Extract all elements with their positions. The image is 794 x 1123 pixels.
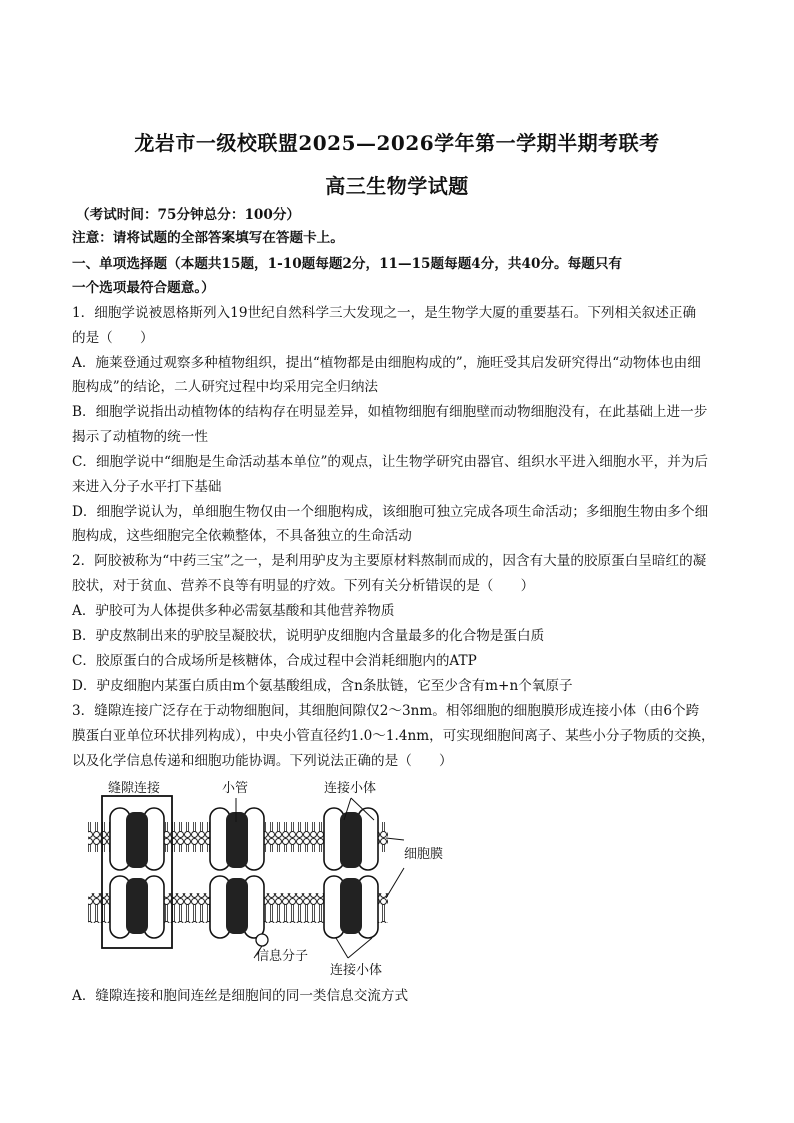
label-cell-membrane: 细胞膜 <box>404 847 444 862</box>
q3-option-a: A．缝隙连接和胞间连丝是细胞间的同一类信息交流方式 <box>72 988 409 1004</box>
q1-option-c-line2: 来进入分子水平打下基础 <box>72 479 222 495</box>
q1-option-d-line1: D．细胞学说认为，单细胞生物仅由一个细胞构成，该细胞可独立完成各项生命活动；多细胞生物由多个细 <box>72 504 709 520</box>
q2-stem-line1: 2．阿胶被称为“中药三宝”之一，是利用驴皮为主要原材料熬制而成的，因含有大量的胶原蛋白呈暗红的凝 <box>72 553 707 569</box>
q1-option-a-line1: A．施莱登通过观察多种植物组织，提出“植物都是由细胞构成的”，施旺受其启发研究得出“动物体也由细 <box>72 355 701 371</box>
notice: 注意：请将试题的全部答案填写在答题卡上。 <box>72 230 344 246</box>
exam-info: （考试时间：75分钟总分：100分） <box>76 207 301 223</box>
q1-option-c-line1: C．细胞学说中“细胞是生命活动基本单位”的观点，让生物学研究由器官、组织水平进入细胞水平，并为后 <box>72 454 709 470</box>
q3-stem-line3: 以及化学信息传递和细胞功能协调。下列说法正确的是（ ） <box>72 753 453 769</box>
q3-stem-line2: 膜蛋白亚单位环状排列构成），中央小管直径约1.0～1.4nm，可实现细胞间离子、某些小分子物质的交换， <box>72 728 715 744</box>
gap-junction-figure <box>86 778 456 978</box>
label-tube: 小管 <box>222 781 249 796</box>
q2-option-d: D．驴皮细胞内某蛋白质由m个氨基酸组成，含n条肽链，它至少含有m+n个氧原子 <box>72 678 573 694</box>
connexon-1 <box>110 808 164 938</box>
exam-subtitle: 高三生物学试题 <box>325 174 469 198</box>
q3-stem-line1: 3．缝隙连接广泛存在于动物细胞间，其细胞间隙仅2～3nm。相邻细胞的细胞膜形成连接小体（由6个跨 <box>72 703 700 719</box>
label-gap-junction: 缝隙连接 <box>108 781 161 796</box>
q1-option-b-line1: B．细胞学说指出动植物体的结构存在明显差异，如植物细胞有细胞壁而动物细胞没有，在此基础上进一步 <box>72 404 708 420</box>
section-heading-line1: 一、单项选择题（本题共15题，1-10题每题2分，11—15题每题4分，共40分。每题只有 <box>72 256 623 272</box>
connexon-3 <box>324 808 378 938</box>
q1-option-b-line2: 揭示了动植物的统一性 <box>72 429 208 445</box>
label-connexon-bottom: 连接小体 <box>330 963 383 978</box>
section-heading-line2: 一个选项最符合题意。） <box>72 280 215 296</box>
signal-molecule-dot <box>256 934 268 946</box>
label-connexon-top: 连接小体 <box>324 781 377 796</box>
q2-option-c: C．胶原蛋白的合成场所是核糖体，合成过程中会消耗细胞内的ATP <box>72 653 477 669</box>
q1-option-a-line2: 胞构成”的结论，二人研究过程中均采用完全归纳法 <box>72 379 379 395</box>
q1-stem-line1: 1．细胞学说被恩格斯列入19世纪自然科学三大发现之一，是生物学大厦的重要基石。下列相关叙述正确 <box>72 305 697 321</box>
q1-stem-line2: 的是（ ） <box>72 330 154 346</box>
q2-option-a: A．驴胶可为人体提供多种必需氨基酸和其他营养物质 <box>72 603 395 619</box>
label-signal-molecule: 信息分子 <box>256 949 309 964</box>
q2-option-b: B．驴皮熬制出来的驴胶呈凝胶状，说明驴皮细胞内含量最多的化合物是蛋白质 <box>72 628 545 644</box>
connexon-2 <box>210 808 268 946</box>
q1-option-d-line2: 胞构成，这些细胞完全依赖整体，不具备独立的生命活动 <box>72 528 412 544</box>
exam-title: 龙岩市一级校联盟2025—2026学年第一学期半期考联考 <box>134 131 660 155</box>
q2-stem-line2: 胶状，对于贫血、营养不良等有明显的疗效。下列有关分析错误的是（ ） <box>72 578 535 594</box>
